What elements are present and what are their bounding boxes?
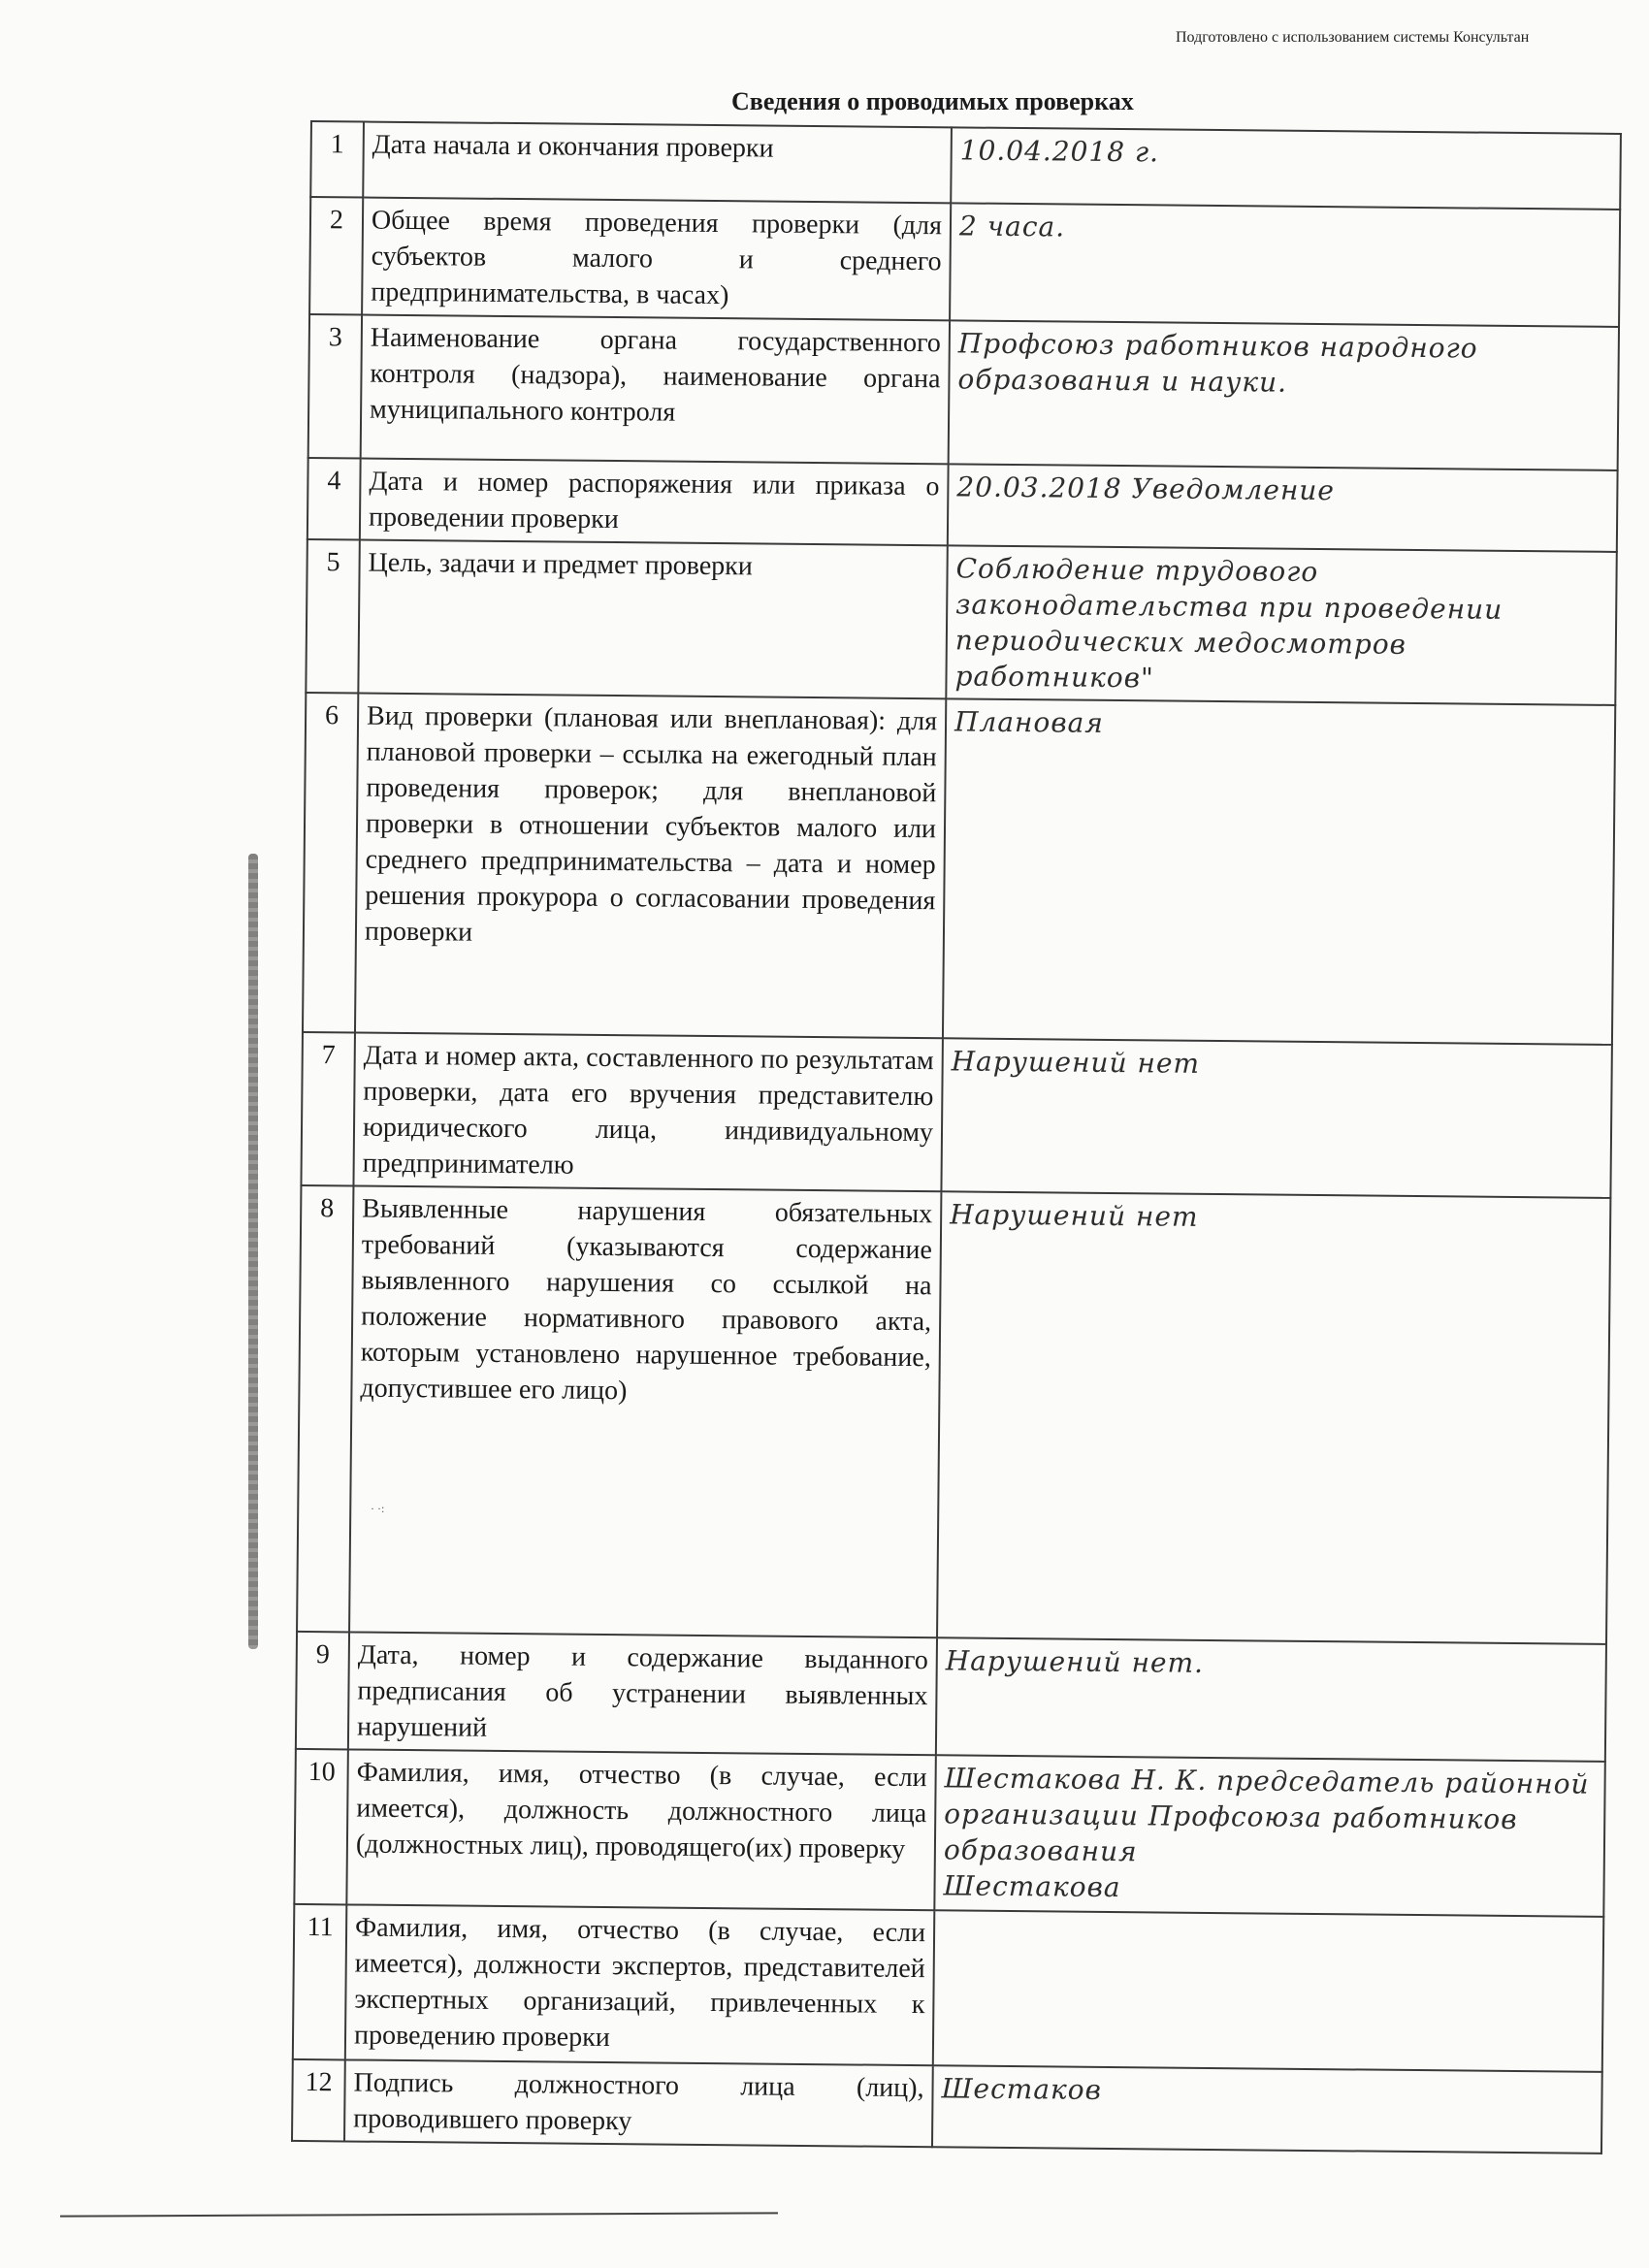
row-number: 6 (303, 693, 358, 1033)
row-number: 3 (308, 314, 362, 459)
row-label: Дата начала и окончания проверки (363, 122, 952, 204)
table-row (303, 693, 1615, 1045)
scan-dust: · ·: (371, 1502, 385, 1515)
header-note: Подготовлено с использованием системы Консультан (1176, 29, 1530, 46)
table-row (301, 1032, 1611, 1198)
table-row (306, 539, 1616, 705)
row-label: Цель, задачи и предмет проверки (358, 540, 947, 699)
row-number: 8 (297, 1185, 353, 1632)
scan-edge-artifact (248, 854, 258, 1649)
table-row (293, 1904, 1603, 2072)
table-row (292, 2059, 1602, 2154)
row-label: Подпись должностного лица (лиц), проводившего проверку (344, 2059, 933, 2147)
row-value: Соблюдение трудового законодательства при проведении периодических медосмотров работников" (946, 545, 1616, 705)
row-value: 10.04.2018 г. (951, 127, 1621, 210)
table-row (296, 1632, 1606, 1762)
row-value: Плановая (943, 698, 1615, 1045)
row-value: Шестаков (932, 2065, 1602, 2154)
row-value: Шестакова Н. К. председатель районной организации Профсоюза работников образования Шестакова (934, 1755, 1605, 1917)
row-number: 1 (310, 121, 364, 198)
row-value: Профсоюз работников народного образования и науки. (949, 320, 1619, 470)
row-value: Нарушений нет (937, 1191, 1610, 1644)
row-number: 5 (306, 539, 360, 694)
row-number: 10 (294, 1749, 348, 1905)
row-number: 4 (307, 458, 361, 540)
row-number: 12 (292, 2059, 345, 2142)
table-row (294, 1749, 1604, 1917)
row-number: 7 (301, 1032, 355, 1186)
row-label: Фамилия, имя, отчество (в случае, если имеется), должности экспертов, представителей экспертных организаций, привлеченных к проведению проверки (345, 1904, 935, 2065)
row-label: Наименование органа государственного контроля (надзора), наименование органа муниципального контроля (361, 315, 950, 465)
table-row (310, 121, 1621, 210)
row-value: 2 часа. (950, 203, 1620, 327)
row-label: Дата, номер и содержание выданного предписания об устранении выявленных нарушений (348, 1632, 937, 1755)
row-label: Дата и номер акта, составленного по результатам проверки, дата его вручения представителю юридического лица, индивидуальному предпринимателю (353, 1032, 942, 1191)
row-number: 9 (296, 1632, 349, 1750)
row-label: Фамилия, имя, отчество (в случае, если имеется), должность должностного лица (должностных лиц), проводящего(их) проверку (346, 1749, 936, 1910)
row-value: 20.03.2018 Уведомление (948, 464, 1618, 552)
table-row (297, 1185, 1610, 1644)
inspection-table (291, 120, 1622, 2155)
row-label: Выявленные нарушения обязательных требований (указываются содержание выявленного нарушения со ссылкой на положение нормативного правового акта, которым установлено нарушенное требование, допустившее его лицо) (349, 1185, 941, 1637)
row-label: Вид проверки (плановая или внеплановая): для плановой проверки – ссылка на ежегодный план проведения проверок; для внеплановой проверки в отношении субъектов малого или среднего предпринимательства – дата и номер решения прокурора о согласовании проведения проверки (355, 694, 946, 1039)
row-value (933, 1910, 1604, 2072)
row-label: Дата и номер распоряжения или приказа о проведении проверки (360, 459, 949, 546)
row-number: 2 (309, 197, 363, 315)
row-number: 11 (293, 1904, 347, 2060)
table-row (307, 458, 1618, 552)
table-row (309, 197, 1620, 327)
row-value: Нарушений нет. (936, 1637, 1606, 1762)
document-title: Сведения о проводимых проверках (731, 87, 1134, 115)
row-label: Общее время проведения проверки (для субъектов малого и среднего предпринимательства, в часах) (362, 198, 951, 321)
table-row (308, 314, 1619, 470)
bottom-rule (60, 2212, 778, 2217)
row-value: Нарушений нет (941, 1038, 1611, 1198)
